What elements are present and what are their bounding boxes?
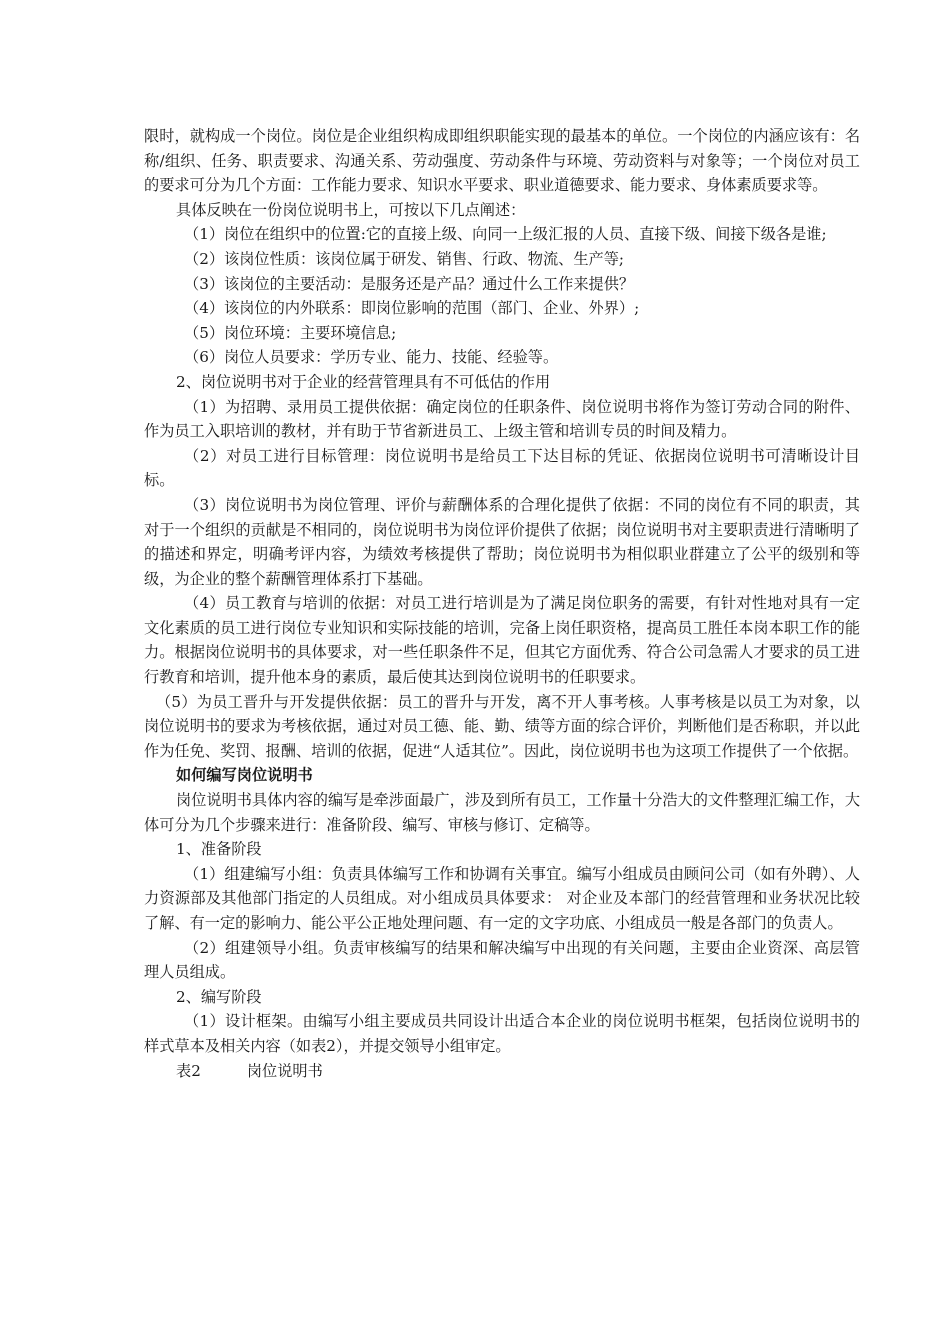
table-caption bbox=[144, 1059, 860, 1084]
section-heading-writing: 2、编写阶段 bbox=[176, 987, 262, 1006]
document-body bbox=[144, 124, 860, 1083]
list-item-leadership-group: （2）组建领导小组。负责审核编写的结果和解决编写中出现的有关问题，主要由企业资深、高层管理人员组成。 bbox=[144, 938, 860, 982]
table-caption-label: 表2 bbox=[176, 1061, 201, 1080]
list-item-environment: （5）岗位环境：主要环境信息; bbox=[184, 323, 397, 342]
paragraph-writing-overview: 岗位说明书具体内容的编写是牵涉面最广，涉及到所有员工，工作量十分浩大的文件整理汇编工作，大体可分为几个步骤来进行：准备阶段、编写、审核与修订、定稿等。 bbox=[144, 791, 860, 834]
list-item-writing-group: （1）组建编写小组：负责具体编写工作和协调有关事宜。编写小组成员由顾问公司（如有外聘）、人力资源部及其他部门指定的人员组成。对小组成员具体要求： 对企业及本部门的经营管理和业务状况比较了解、有一定的影响力、能公平公正地处理问题、有一定的文字功底、小组成员一般是各部门的负责人。 bbox=[144, 864, 860, 932]
list-item-recruitment: （1）为招聘、录用员工提供依据：确定岗位的任职条件、岗位说明书将作为签订劳动合同的附件、作为员工入职培训的教材，并有助于节省新进员工、上级主管和培训专员的时间及精力。 bbox=[144, 397, 860, 441]
list-item-nature: （2）该岗位性质：该岗位属于研发、销售、行政、物流、生产等; bbox=[184, 249, 625, 268]
section-heading-role: 2、岗位说明书对于企业的经营管理具有不可低估的作用 bbox=[176, 372, 551, 391]
section-heading-how-to-write: 如何编写岗位说明书 bbox=[176, 766, 313, 785]
list-item-goal-management: （2）对员工进行目标管理：岗位说明书是给员工下达目标的凭证、依据岗位说明书可清晰设计目标。 bbox=[144, 446, 860, 490]
list-item-design-framework: （1）设计框架。由编写小组主要成员共同设计出适合本企业的岗位说明书框架，包括岗位说明书的样式草本及相关内容（如表2），并提交领导小组审定。 bbox=[144, 1012, 860, 1055]
list-item-relations: （4）该岗位的内外联系：即岗位影响的范围（部门、企业、外界）; bbox=[184, 299, 640, 318]
list-item-promotion: （5）为员工晋升与开发提供依据：员工的晋升与开发，离不开人事考核。人事考核是以员工为对象，以岗位说明书的要求为考核依据，通过对员工德、能、勤、绩等方面的综合评价，判断他们是否称职，并以此作为任免、奖罚、报酬、培训的依据，促进“人适其位”。因此，岗位说明书也为这项工作提供了一个依据。 bbox=[144, 692, 860, 760]
list-item-position: （1）岗位在组织中的位置:它的直接上级、向同一上级汇报的人员、直接下级、间接下级各是谁; bbox=[184, 225, 827, 244]
list-item-training: （4）员工教育与培训的依据：对员工进行培训是为了满足岗位职务的需要，有针对性地对具有一定文化素质的员工进行岗位专业知识和实际技能的培训，完备上岗任职资格，提高员工胜任本岗本职工作的能力。根据岗位说明书的具体要求，对一些任职条件不足，但其它方面优秀、符合公司急需人才要求的员工进行教育和培训，提升他本身的素质，最后使其达到岗位说明书的任职要求。 bbox=[144, 594, 860, 687]
table-caption-title: 岗位说明书 bbox=[246, 1061, 323, 1080]
section-heading-preparation: 1、准备阶段 bbox=[176, 840, 262, 859]
list-item-activities: （3）该岗位的主要活动：是服务还是产品？通过什么工作来提供？ bbox=[184, 274, 635, 293]
paragraph-post-definition: 限时，就构成一个岗位。岗位是企业组织构成即组织职能实现的最基本的单位。一个岗位的内涵应该有：名称/组织、任务、职责要求、沟通关系、劳动强度、劳动条件与环境、劳动资料与对象等；一个岗位对员工的要求可分为几个方面：工作能力要求、知识水平要求、职业道德要求、能力要求、身体素质要求等。 bbox=[144, 127, 860, 195]
list-item-requirements: （6）岗位人员要求：学历专业、能力、技能、经验等。 bbox=[184, 348, 559, 367]
paragraph-intro-points: 具体反映在一份岗位说明书上，可按以下几点阐述： bbox=[176, 200, 526, 219]
list-item-compensation: （3）岗位说明书为岗位管理、评价与薪酬体系的合理化提供了依据：不同的岗位有不同的职责，其对于一个组织的贡献是不相同的，岗位说明书为岗位评价提供了依据；岗位说明书对主要职责进行清晰明了的描述和界定，明确考评内容，为绩效考核提供了帮助；岗位说明书为相似职业群建立了公平的级别和等级，为企业的整个薪酬管理体系打下基础。 bbox=[144, 495, 860, 588]
